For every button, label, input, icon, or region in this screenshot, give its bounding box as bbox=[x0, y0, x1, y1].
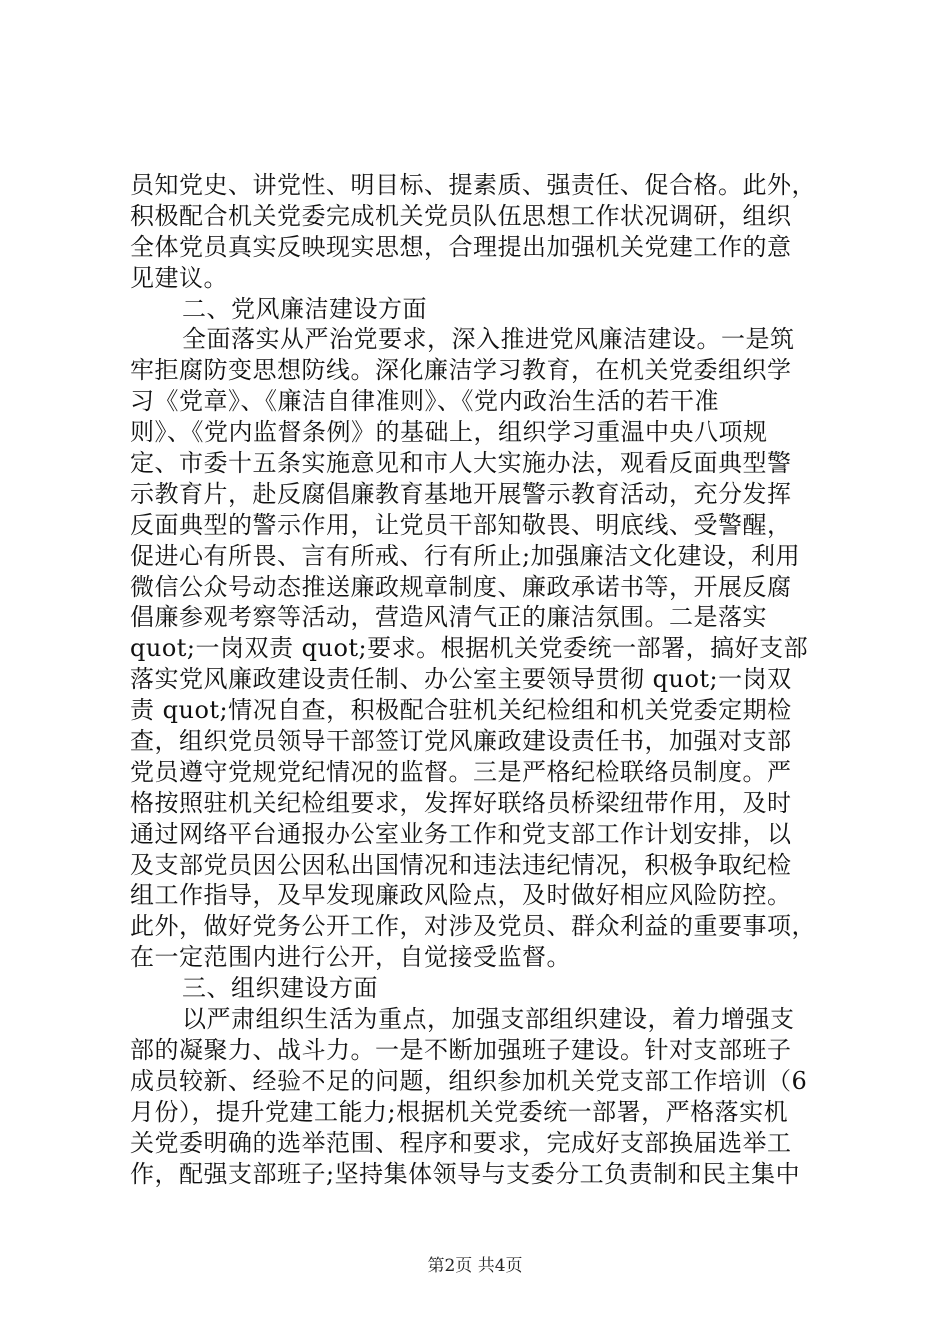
text-line: 落实党风廉政建设责任制、办公室主要领导贯彻 quot;一岗双 bbox=[130, 665, 792, 694]
text-line: 全体党员真实反映现实思想，合理提出加强机关党建工作的意 bbox=[130, 232, 792, 261]
text-line: quot;一岗双责 quot;要求。根据机关党委统一部署，搞好支部 bbox=[130, 634, 809, 663]
text-line: 在一定范围内进行公开，自觉接受监督。 bbox=[130, 943, 571, 972]
text-line: 党员遵守党规党纪情况的监督。三是严格纪检联络员制度。严 bbox=[130, 757, 792, 786]
text-line: 组工作指导，及早发现廉政风险点，及时做好相应风险防控。 bbox=[130, 881, 792, 910]
text-line: 微信公众号动态推送廉政规章制度、廉政承诺书等，开展反腐 bbox=[130, 572, 792, 601]
text-line: 定、市委十五条实施意见和市人大实施办法，观看反面典型警 bbox=[130, 449, 792, 478]
text-line: 以严肃组织生活为重点，加强支部组织建设，着力增强支 bbox=[182, 1005, 795, 1034]
text-line: 查，组织党员领导干部签订党风廉政建设责任书，加强对支部 bbox=[130, 727, 792, 756]
text-line: 全面落实从严治党要求，深入推进党风廉洁建设。一是筑 bbox=[182, 325, 795, 354]
text-line: 责 quot;情况自查，积极配合驻机关纪检组和机关党委定期检 bbox=[130, 696, 792, 725]
text-line: 部的凝聚力、战斗力。一是不断加强班子建设。针对支部班子 bbox=[130, 1035, 792, 1064]
text-line: 及支部党员因公因私出国情况和违法违纪情况，积极争取纪检 bbox=[130, 850, 792, 879]
section-heading: 二、党风廉洁建设方面 bbox=[182, 294, 427, 323]
text-line: 员知党史、讲党性、明目标、提素质、强责任、促合格。此外， bbox=[130, 171, 816, 199]
text-line: 此外，做好党务公开工作，对涉及党员、群众利益的重要事项， bbox=[130, 912, 816, 941]
text-line: 则》、《党内监督条例》的基础上，组织学习重温中央八项规 bbox=[130, 418, 768, 447]
text-line: 关党委明确的选举范围、程序和要求，完成好支部换届选举工 bbox=[130, 1128, 792, 1157]
section-heading: 三、组织建设方面 bbox=[182, 974, 378, 1003]
text-line: 习《党章》、《廉洁自律准则》、《党内政治生活的若干准 bbox=[130, 387, 719, 416]
text-line: 月份），提升党建工能力;根据机关党委统一部署，严格落实机 bbox=[130, 1097, 789, 1126]
text-line: 见建议。 bbox=[130, 263, 228, 292]
text-line: 成员较新、经验不足的问题，组织参加机关党支部工作培训（6 bbox=[130, 1066, 808, 1095]
text-line: 倡廉参观考察等活动，营造风清气正的廉洁氛围。二是落实 bbox=[130, 603, 767, 632]
text-line: 作，配强支部班子;坚持集体领导与支委分工负责制和民主集中 bbox=[130, 1159, 801, 1188]
text-line: 示教育片，赴反腐倡廉教育基地开展警示教育活动，充分发挥 bbox=[130, 479, 792, 508]
text-line: 积极配合机关党委完成机关党员队伍思想工作状况调研，组织 bbox=[130, 201, 792, 230]
text-line: 反面典型的警示作用，让党员干部知敬畏、明底线、受警醒， bbox=[130, 510, 792, 539]
text-line: 促进心有所畏、言有所戒、行有所止;加强廉洁文化建设，利用 bbox=[130, 541, 801, 570]
text-line: 通过网络平台通报办公室业务工作和党支部工作计划安排，以 bbox=[130, 819, 792, 848]
text-line: 格按照驻机关纪检组要求，发挥好联络员桥梁纽带作用，及时 bbox=[130, 788, 792, 817]
page-footer: 第2页 共4页 bbox=[427, 1256, 523, 1276]
text-line: 牢拒腐防变思想防线。深化廉洁学习教育，在机关党委组织学 bbox=[130, 356, 792, 385]
body-text bbox=[130, 170, 830, 1189]
